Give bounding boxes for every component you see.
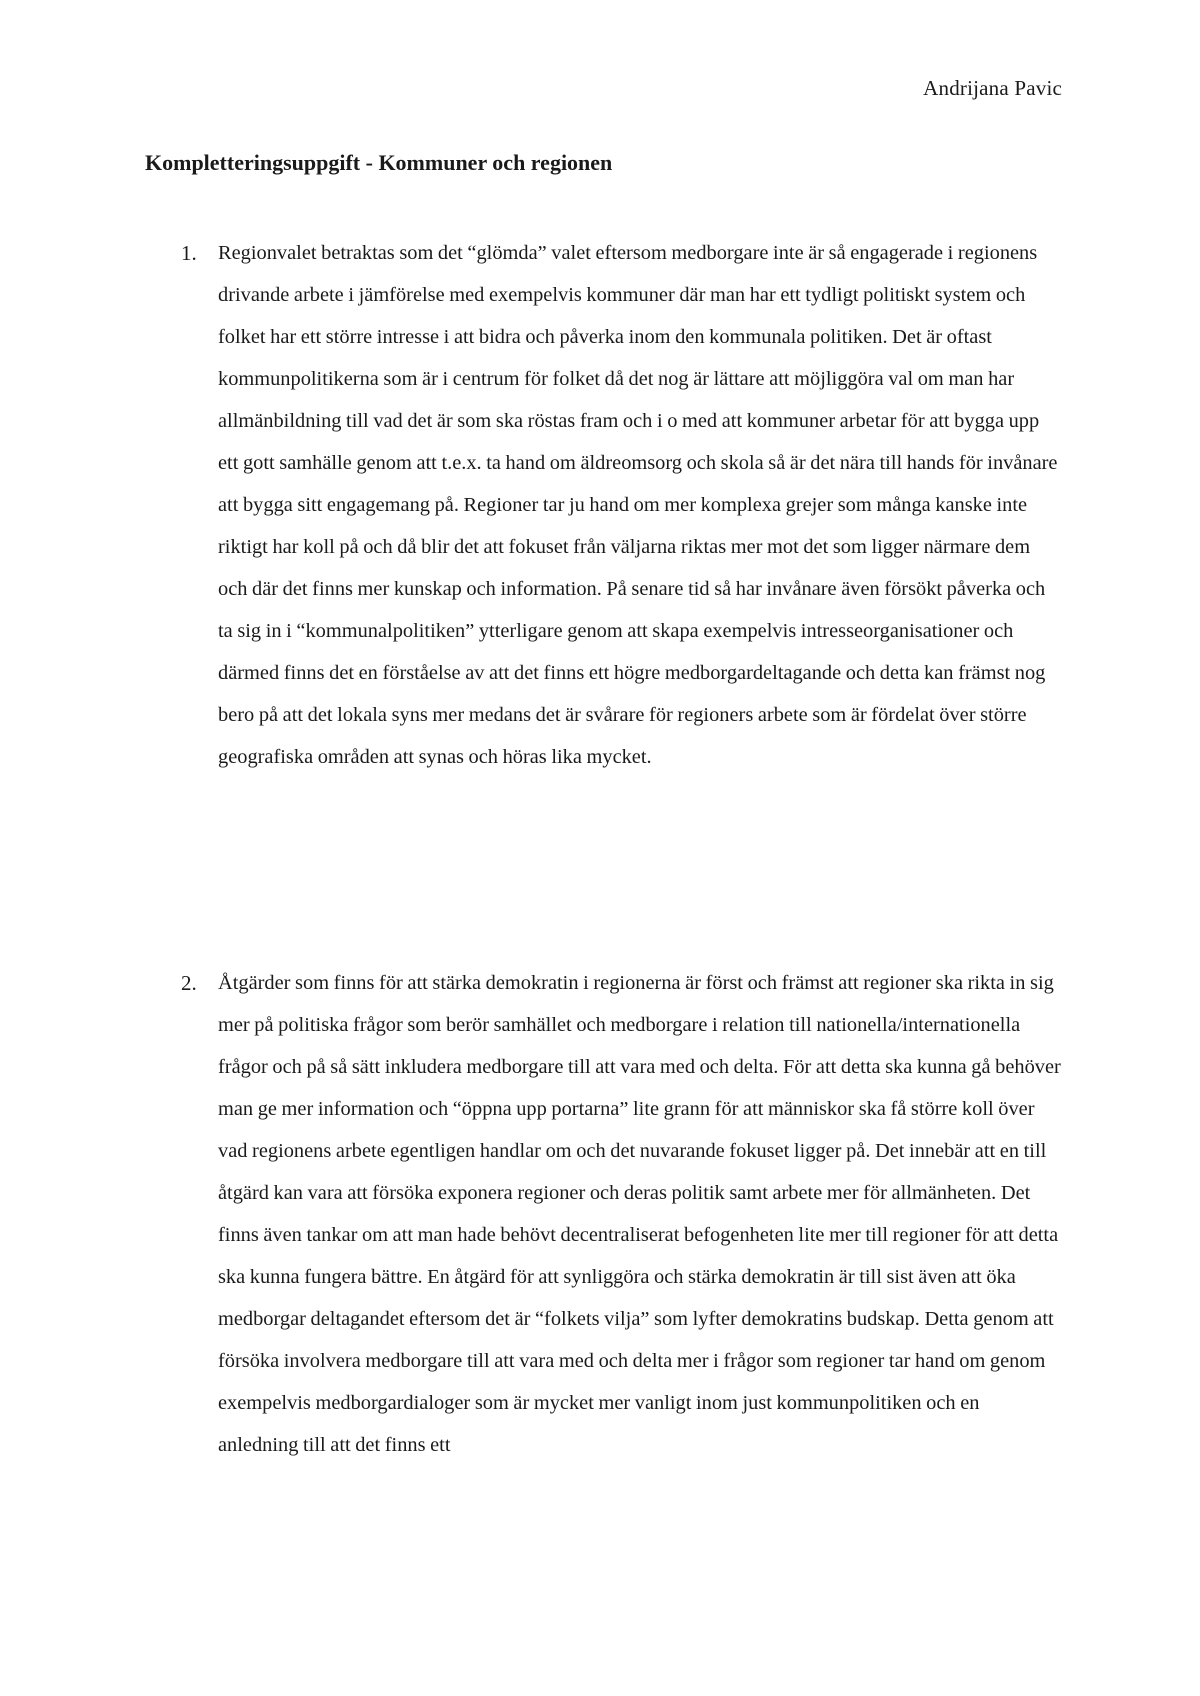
list-item-text: Åtgärder som finns för att stärka demokratin i regionerna är först och främst att regioner ska rikta in sig mer på politiska frågor som berör samhället och medborgare i relation till nationella/internationella frågor och på så sätt inkludera medborgare till att vara med och delta. För att detta ska kunna gå behöver man ge mer information och “öppna upp portarna” lite grann för att människor ska få större koll över vad regionens arbete egentligen handlar om och det nuvarande fokuset ligger på. Det innebär att en till åtgärd kan vara att försöka exponera regioner och deras politik samt arbete mer för allmänheten. Det finns även tankar om att man hade behövt decentraliserat befogenheten lite mer till regioner för att detta ska kunna fungera bättre. En åtgärd för att synliggöra och stärka demokratin är till sist även att öka medborgar deltagandet eftersom det är “folkets vilja” som lyfter demokratins budskap. Detta genom att försöka involvera medborgare till att vara med och delta mer i frågor som regioner tar hand om genom exempelvis medborgardialoger som är mycket mer vanligt inom just kommunpolitiken och en anledning till att det finns ett	[218, 972, 1061, 1456]
document-title: Kompletteringsuppgift - Kommuner och regionen	[145, 150, 613, 175]
list-item-text: Regionvalet betraktas som det “glömda” valet eftersom medborgare inte är så engagerade i regionens drivande arbete i jämförelse med exempelvis kommuner där man har ett tydligt politiskt system och folket har ett större intresse i att bidra och påverka inom den kommunala politiken. Det är oftast kommunpolitikerna som är i centrum för folket då det nog är lättare att möjliggöra val om man har allmänbildning till vad det är som ska röstas fram och i o med att kommuner arbetar för att bygga upp ett gott samhälle genom att t.e.x. ta hand om äldreomsorg och skola så är det nära till hands för invånare att bygga sitt engagemang på. Regioner tar ju hand om mer komplexa grejer som många kanske inte riktigt har koll på och då blir det att fokuset från väljarna riktas mer mot det som ligger närmare dem och där det finns mer kunskap och information. På senare tid så har invånare även försökt påverka och ta sig in i “kommunalpolitiken” ytterligare genom att skapa exempelvis intresseorganisationer och därmed finns det en förståelse av att det finns ett högre medborgardeltagande och detta kan främst nog bero på att det lokala syns mer medans det är svårare för regioners arbete som är fördelat över större geografiska områden att synas och höras lika mycket.	[218, 242, 1058, 768]
list-item-number: 2.	[181, 971, 197, 995]
author-name: Andrijana Pavic	[923, 76, 1062, 100]
list-item-number: 1.	[181, 241, 197, 265]
